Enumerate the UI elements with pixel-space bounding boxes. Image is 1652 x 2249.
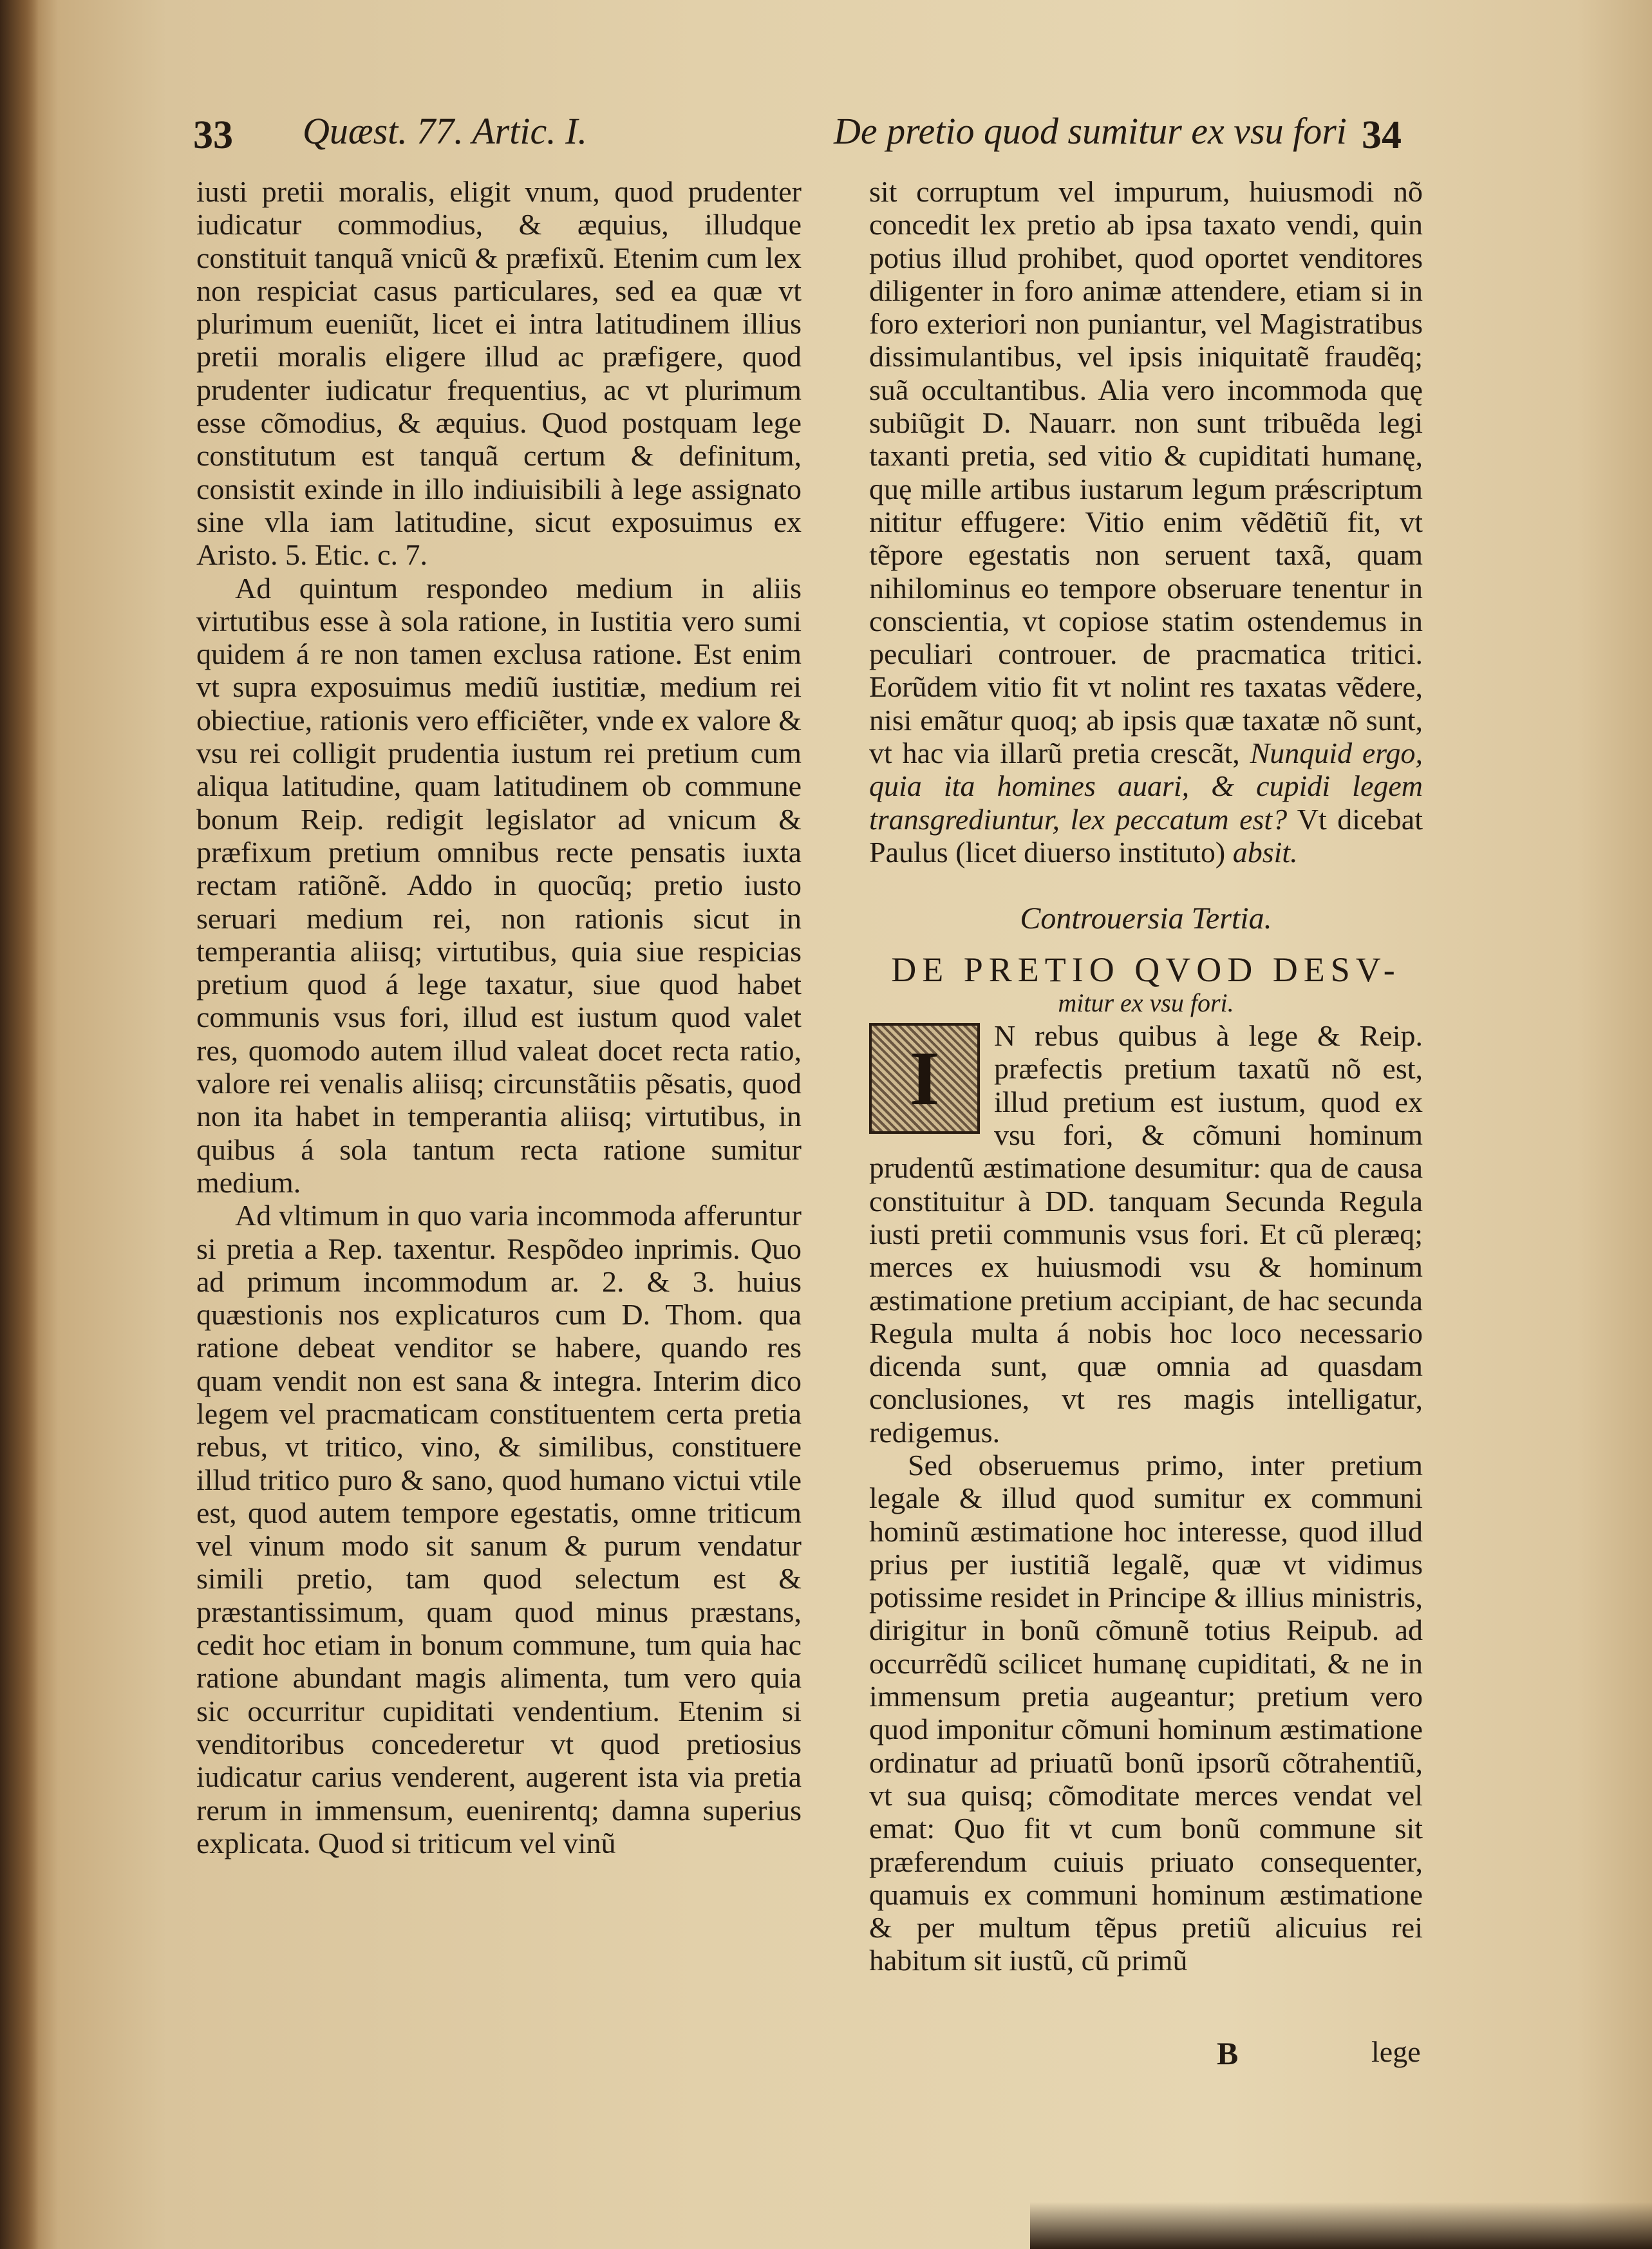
left-text-column: [196, 175, 802, 1859]
right-paragraph-text: Vt dicebat Paulus (licet diuerso instituto): [869, 802, 1423, 869]
decorated-initial-icon: I: [869, 1023, 980, 1134]
left-running-head: Quæst. 77. Artic. I.: [303, 110, 587, 152]
left-paragraph: iusti pretii moralis, eligit vnum, quod prudenter iudicatur commodius, & æquius, illudque constituit tanquã vnicũ & præfixũ. Etenim cum lex non respiciat casus particulares, sed ea quæ vt plurimum eueniũt, licet ei intra latitudinem illius pretii moralis eligere illud ac præfigere, quod prudenter iudicatur frequentius, ac vt plurimum esse cõmodius, & æquius. Quod postquam lege constitutum est tanquã certum & definitum, consistit exinde in illo indiuisibili à lege assignato sine vlla iam latitudine, sicut exposuimus ex Aristo. 5. Etic. c. 7.: [196, 175, 802, 572]
scripture-quote-end: absit.: [1232, 835, 1298, 869]
left-folio-number: 33: [193, 113, 233, 157]
right-running-head: De pretio quod sumitur ex vsu fori: [834, 110, 1347, 152]
section-title: DE PRETIO QVOD DESV-: [891, 950, 1401, 989]
section-title-continuation: mitur ex vsu fori.: [1058, 988, 1234, 1017]
right-paragraph-text: sit corruptum vel impurum, huiusmodi nõ concedit lex pretio ab ipsa taxato vendi, quin potius illud prohibet, quod oportet venditores diligenter in foro animæ attendere, etiam si in foro exteriori non puniantur, vel Magistratibus dissimulantibus, vel ipsis iniquitatẽ fraudẽq; suã occultantibus. Alia vero incommoda quę subiũgit D. Nauarr. non sunt tribuẽda legi taxanti pretia, sed vitio & cupiditati humanę, quę mille artibus iustarum legum prǽscriptum nititur effugere: Vitio enim vẽdẽtiũ fit, vt tẽpore egestatis non seruent taxã, quam nihilominus eo tempore obseruare tenentur in conscientia, vt copiose statim ostendemus in peculiari controuer. de pracmatica tritici. Eorũdem vitio fit vt nolint res taxatas vẽdere, nisi emãtur quoq; ab ipsis quæ taxatæ nõ sunt, vt hac via illarũ pretia crescãt,: [869, 175, 1423, 770]
bottom-edge-shadow: [1030, 2202, 1652, 2249]
left-paragraph: Ad vltimum in quo varia incommoda afferuntur si pretia a Rep. taxentur. Respõdeo inprimis. Quo ad primum incommodum ar. 2. & 3. huius quæstionis nos explicaturos cum D. Thom. qua ratione debeat venditor se habere, quando res quam vendit non est sana & integra. Interim dico legem vel pracmaticam constituentem certa pretia rebus, vt tritico, vino, & similibus, constituere illud tritico puro & sano, quod humano victui vtile est, quod autem tempore egestatis, omne triticum vel vinum modo sit sanum & purum vendatur simili pretio, tam quod selectum est & præstantissimum, quam quod minus præstans, cedit hoc etiam in bonum commune, tum quia hac ratione abundant magis alimenta, tum vero quia sic occurritur cupiditati vendentium. Etenim si venditoribus concederetur vt quod pretiosius iudicatur carius venderent, augerent ista via pretia rerum in immensum, euenirentq; damna superius explicata. Quod si triticum vel vinũ: [196, 1199, 802, 1859]
right-paragraph: N rebus quibus à lege & Reip. præfectis pretium taxatũ nõ est, illud pretium est iustum, quod ex vsu fori, & cõmuni hominum prudentũ æstimatione desumitur: qua de causa constituitur à DD. tanquam Secunda Regula iusti pretii communis vsus fori. Et cũ pleræq; merces ex huiusmodi vsu & hominum æstimatione pretium accipiant, de hac secunda Regula multa á nobis hoc loco necessario dicenda sunt, quæ omnia ad quasdam conclusiones, vt res magis intelligatur, redigemus.: [869, 1019, 1423, 1449]
signature-mark: B: [1217, 2035, 1239, 2071]
right-text-column: [869, 175, 1423, 1977]
right-paragraph: Sed obseruemus primo, inter pretium legale & illud quod sumitur ex communi hominũ æstimatione hoc interesse, quod illud prius per iustitiã legalẽ, quæ vt vidimus potissime residet in Principe & illius ministris, dirigitur in bonũ cõmunẽ totius Reipub. ad occurrẽdũ scilicet humanę cupiditati, & ne in immensum pretia augeantur; pretium vero quod imponitur cõmuni hominum æstimatione ordinatur ad priuatũ bonũ ipsorũ cõtrahentiũ, vt sua quisq; cõmoditate merces vendat vel emat: Quo fit vt cum bonũ commune sit præferendum cuiuis priuato consequenter, quamuis ex communi hominum æstimatione & per multum tẽpus pretiũ alicuius rei habitum sit iustũ, cũ primũ: [869, 1448, 1423, 1977]
scripture-quote: Nunquid ergo, quia ita homines auari, & cupidi legem transgrediuntur, lex peccatum est?: [869, 737, 1423, 836]
right-paragraph: [869, 175, 1423, 869]
controversia-heading: Controuersia Tertia.: [1020, 901, 1272, 936]
first-paragraph-block: [869, 1019, 1423, 1449]
catchword: lege: [1371, 2035, 1421, 2068]
right-folio-number: 34: [1362, 113, 1402, 157]
book-binding-shadow: [0, 0, 39, 2249]
left-paragraph: Ad quintum respondeo medium in aliis virtutibus esse à sola ratione, in Iustitia vero sumi quidem á re non tamen exclusa ratione. Est enim vt supra exposuimus mediũ iustitiæ, medium rei obiectiue, rationis vero efficiẽter, vnde ex valore & vsu rei colligit prudentia iustum rei pretium cum aliqua latitudine, quam latitudinem ob commune bonum Reip. redigit legislator ad vnicum & præfixum pretium omnibus recte pensatis iuxta rectam ratiõnẽ. Addo in quocũq; pretio iusto seruari medium rei, non rationis sicut in temperantia aliisq; virtutibus, quia siue respicias pretium quod á lege taxatur, siue quod habet communis vsus fori, illud est iustum quod valet res, quomodo autem illud valeat docet recta ratio, valore rei venalis aliisq; circunstãtiis pẽsatis, quod non ita habet in temperantia aliisq; virtutibus, in quibus á sola tantum recta ratione sumitur medium.: [196, 571, 802, 1199]
